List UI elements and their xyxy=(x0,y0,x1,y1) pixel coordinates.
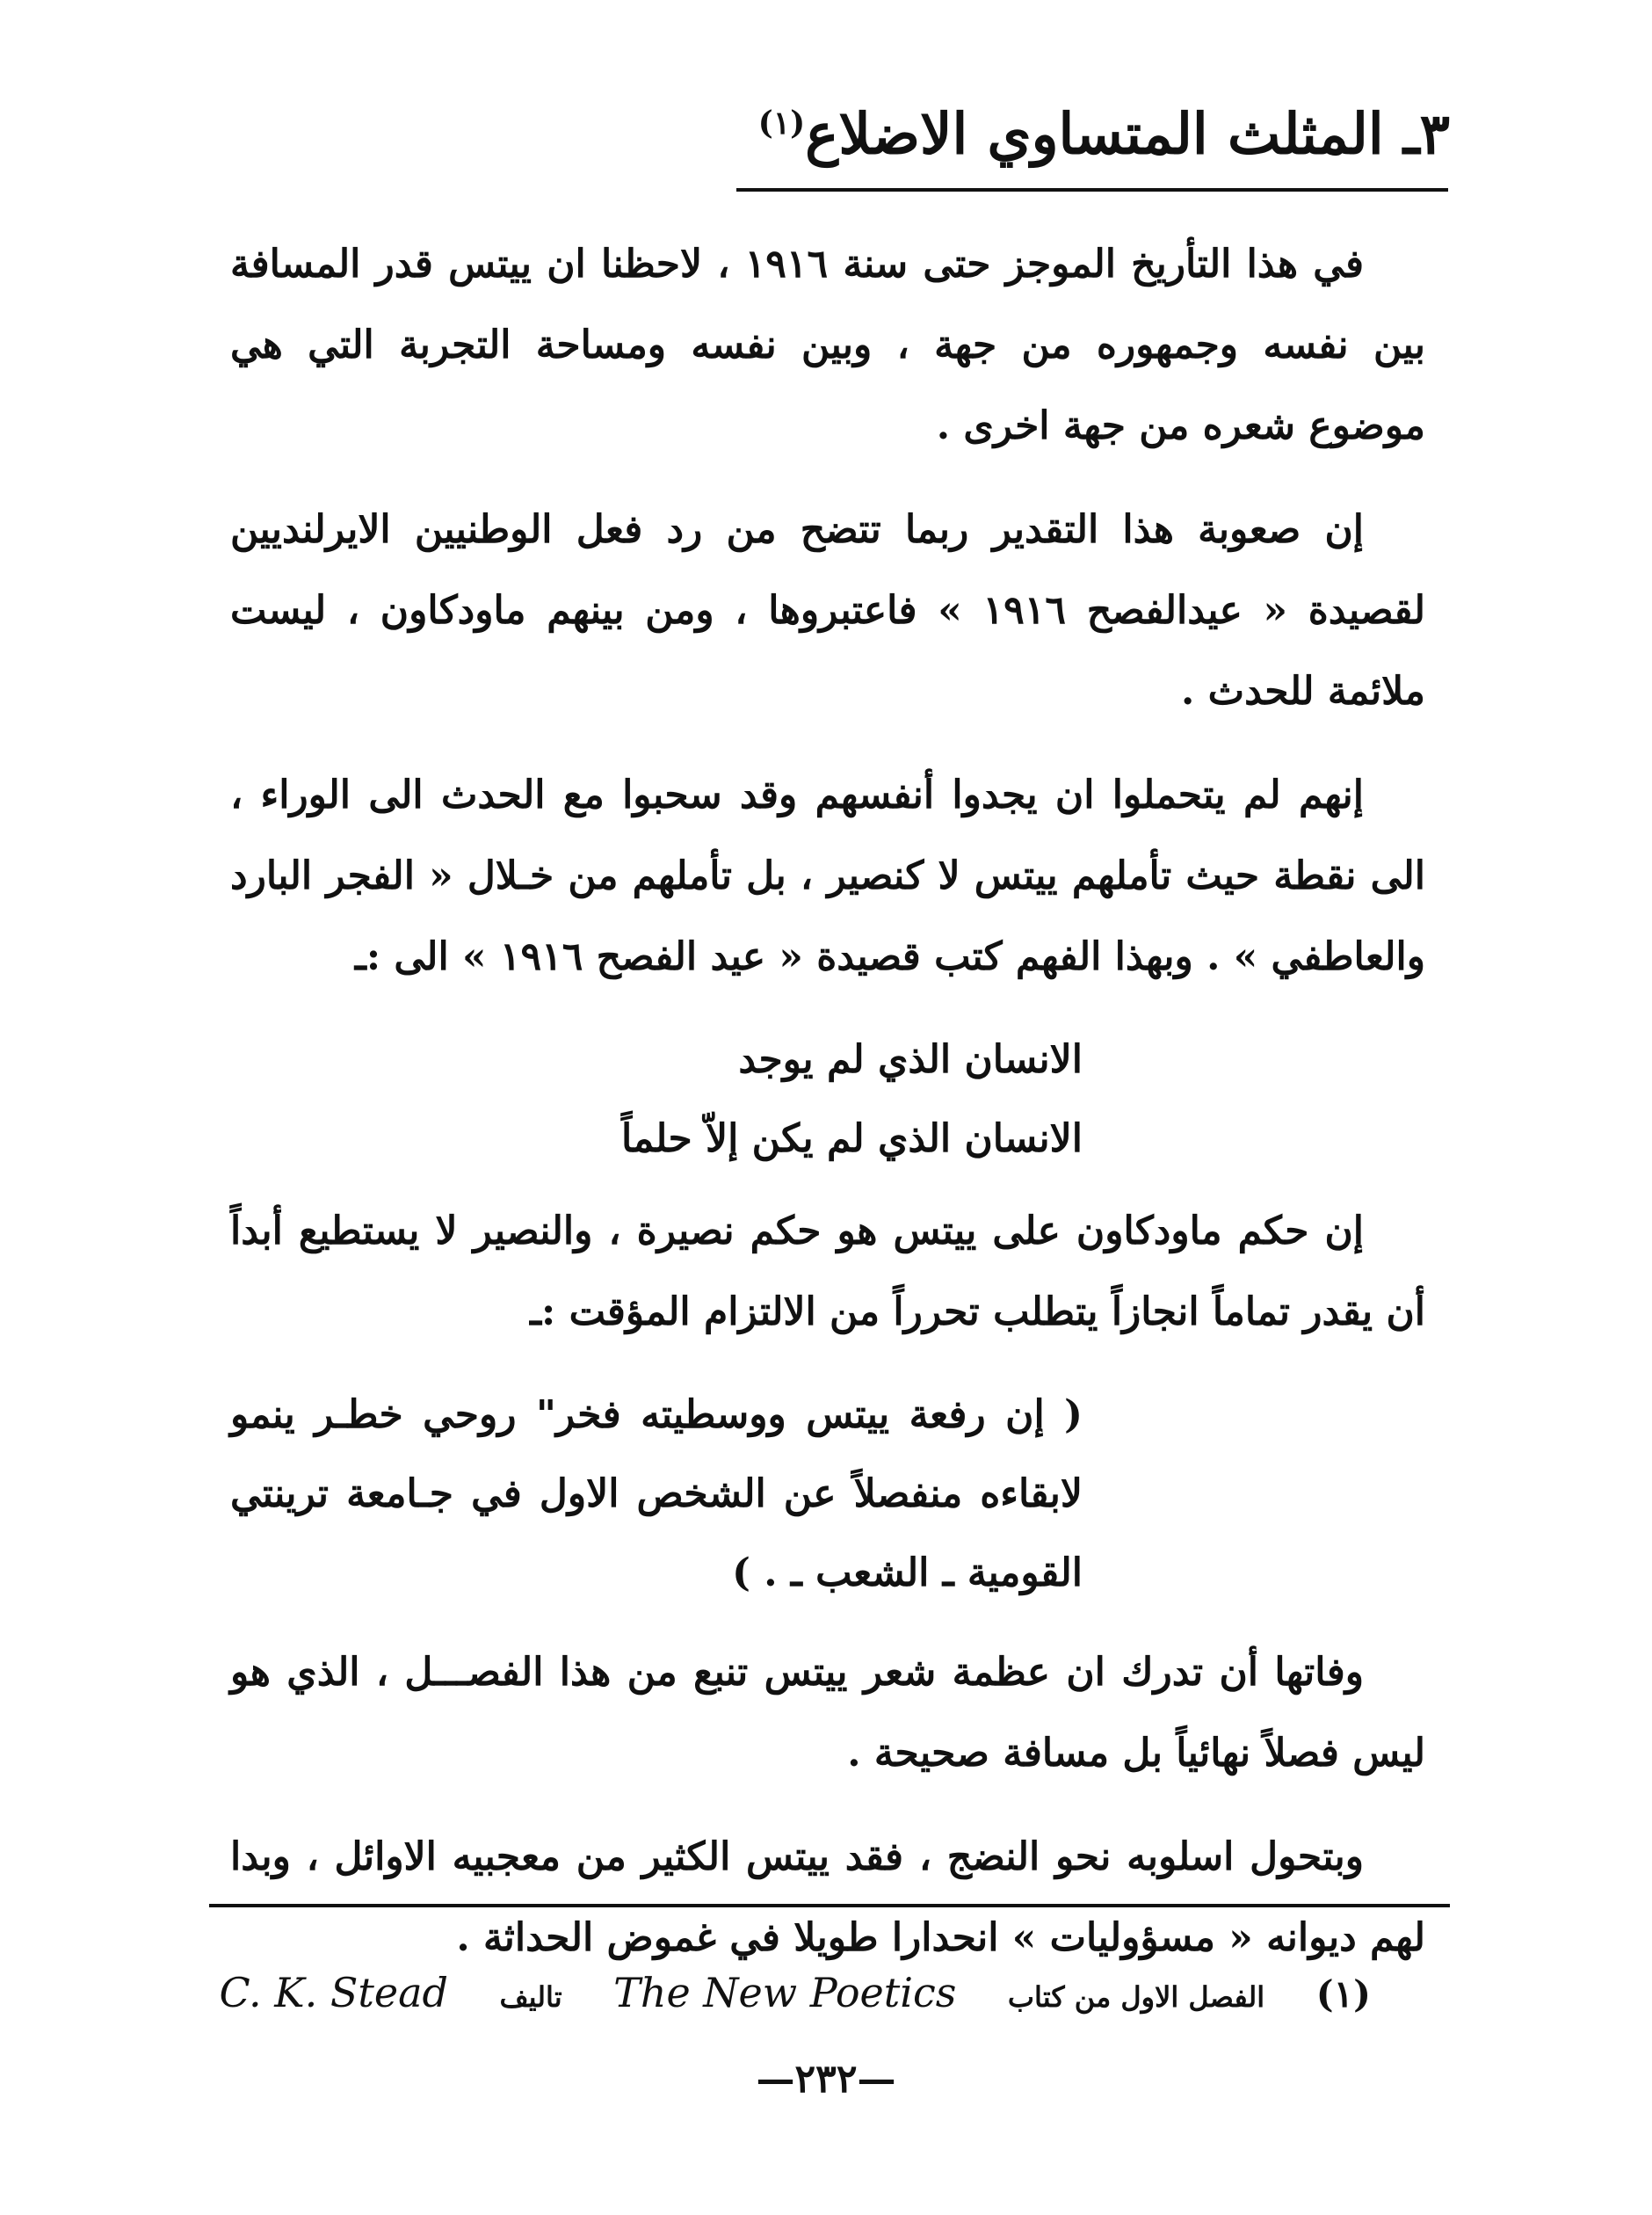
page-title xyxy=(571,84,1450,174)
paragraph-6: وبتحول اسلوبه نحو النضج ، فقد ييتس الكثير من معجبيه الاوائل ، وبدا لهم ديوانه « مسؤوليات » انحدارا طويلا في غموض الحداثة . xyxy=(230,1834,1425,1960)
paragraph-1: في هذا التأريخ الموجز حتى سنة ١٩١٦ ، لاحظنا ان ييتس قدر المسافة بين نفسه وجمهوره من جهة ، وبين نفسه ومساحة التجربة التي هي موضوع شعره من جهة اخرى . xyxy=(230,242,1425,448)
verse-line-1: الانسان الذي لم يوجد xyxy=(738,1037,1083,1082)
paragraph-2: إن صعوبة هذا التقدير ربما تتضح من رد فعل الوطنيين الايرلنديين لقصيدة « عيدالفصح ١٩١٦ » فاعتبروها ، ومن بينهم ماودكاون ، ليست ملائمة للحدث . xyxy=(230,507,1425,714)
footnote-text-1: الفصل الاول من كتاب xyxy=(1007,1980,1265,2014)
paragraph-3: إنهم لم يتحملوا ان يجدوا أنفسهم وقد سحبوا مع الحدث الى الوراء ، الى نقطة حيث تأملهم ييتس لا كنصير ، بل تأملهم من خـلال « الفجر البارد والعاطفي » . وبهذا الفهم كتب قصيدة « عيد الفصح ١٩١٦ » الى :ـ xyxy=(230,773,1425,979)
quote-block: ( إن رفعة ييتس ووسطيته فخر" روحي خطـر ينمو لابقاءه منفصلاً عن الشخص الاول في جـامعة ترينتي القومية ـ الشعب ـ . ) xyxy=(230,1392,1083,1595)
verse-block xyxy=(230,1020,1425,1179)
footnote-book-title: The New Poetics xyxy=(613,1969,957,2016)
page-number: —٢٣٢— xyxy=(756,2057,896,2102)
footnote-author: C. K. Stead xyxy=(219,1969,448,2016)
footnote-separator xyxy=(209,1904,1450,1907)
verse-line-2: الانسان الذي لم يكن إلاّ حلماً xyxy=(621,1116,1083,1161)
footnote xyxy=(141,1969,1371,2016)
title-text: ٣ـ المثلث المتساوي الاضلاع xyxy=(805,101,1450,168)
title-footnote-marker: (١) xyxy=(757,105,806,142)
body-text xyxy=(230,224,1425,2001)
footnote-text-2: تاليف xyxy=(499,1980,562,2014)
paragraph-4: إن حكم ماودكاون على ييتس هو حكم نصيرة ، والنصير لا يستطيع أبداً أن يقدر تماماً انجازاً يتطلب تحرراً من الالتزام المؤقت :ـ xyxy=(230,1209,1425,1334)
title-underline xyxy=(736,188,1448,192)
paragraph-5: وفاتها أن تدرك ان عظمة شعر ييتس تنبع من هذا الفصـــل ، الذي هو ليس فصلاً نهائياً بل مسافة صحيحة . xyxy=(230,1650,1425,1776)
footnote-marker: (١) xyxy=(1315,1972,1371,2015)
